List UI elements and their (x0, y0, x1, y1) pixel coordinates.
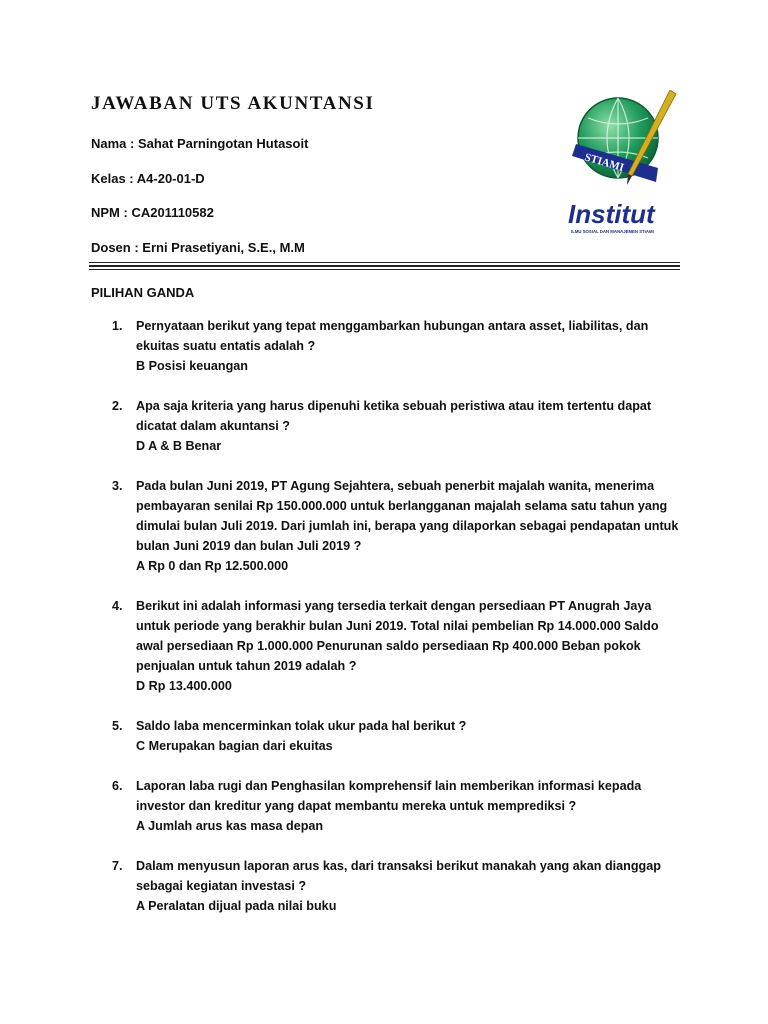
question-text: Saldo laba mencerminkan tolak ukur pada hal berikut ? (136, 719, 467, 733)
header-rule-top (89, 262, 680, 263)
student-class: Kelas : A4-20-01-D (91, 171, 205, 186)
logo-band-text: STIAMI (583, 151, 626, 175)
question-text: Laporan laba rugi dan Penghasilan komprehensif lain memberikan informasi kepada investor dan kreditur yang dapat membantu mereka untuk memprediksi ? (136, 779, 642, 813)
question-number: 2. (112, 399, 123, 413)
question-number: 4. (112, 599, 123, 613)
logo-wordmark: Institut (568, 199, 655, 229)
header-rule-bottom (89, 269, 680, 270)
question-number: 7. (112, 859, 123, 873)
document-title: JAWABAN UTS AKUNTANSI (91, 93, 375, 114)
question-answer: C Merupakan bagian dari ekuitas (136, 739, 333, 753)
question-item (112, 396, 682, 456)
question-answer: B Posisi keuangan (136, 359, 248, 373)
question-item (112, 856, 682, 916)
question-list (112, 316, 682, 936)
header-rule-middle (89, 265, 680, 267)
student-npm: NPM : CA201110582 (91, 205, 214, 220)
question-number: 1. (112, 319, 123, 333)
question-number: 6. (112, 779, 123, 793)
lecturer-name: Dosen : Erni Prasetiyani, S.E., M.M (91, 240, 305, 255)
question-text: Apa saja kriteria yang harus dipenuhi ketika sebuah peristiwa atau item tertentu dapat dicatat dalam akuntansi ? (136, 399, 652, 433)
question-text: Dalam menyusun laporan arus kas, dari transaksi berikut manakah yang akan dianggap sebagai kegiatan investasi ? (136, 859, 661, 893)
question-answer: A Peralatan dijual pada nilai buku (136, 899, 337, 913)
institut-logo (566, 90, 684, 240)
question-item (112, 716, 682, 756)
student-name: Nama : Sahat Parningotan Hutasoit (91, 136, 309, 151)
question-answer: A Rp 0 dan Rp 12.500.000 (136, 559, 289, 573)
question-answer: D Rp 13.400.000 (136, 679, 232, 693)
question-item (112, 596, 682, 696)
logo-tagline: ILMU SOSIAL DAN MANAJEMEN STIAMI (571, 229, 654, 234)
question-item (112, 776, 682, 836)
question-answer: D A & B Benar (136, 439, 222, 453)
question-text: Pernyataan berikut yang tepat menggambarkan hubungan antara asset, liabilitas, dan ekuitas suatu entatis adalah ? (136, 319, 649, 353)
question-number: 5. (112, 719, 123, 733)
question-number: 3. (112, 479, 123, 493)
question-answer: A Jumlah arus kas masa depan (136, 819, 324, 833)
section-title: PILIHAN GANDA (91, 285, 195, 300)
question-text: Berikut ini adalah informasi yang tersedia terkait dengan persediaan PT Anugrah Jaya untuk periode yang berakhir bulan Juni 2019. Total nilai pembelian Rp 14.000.000 Saldo awal persediaan Rp 1.000.000 Penurunan saldo persediaan Rp 400.000 Beban pokok penjualan untuk tahun 2019 adalah ? (136, 599, 659, 673)
question-item (112, 316, 682, 376)
question-item (112, 476, 682, 576)
question-text: Pada bulan Juni 2019, PT Agung Sejahtera, sebuah penerbit majalah wanita, menerima pembayaran senilai Rp 150.000.000 untuk berlangganan majalah selama satu tahun yang dimulai bulan Juli 2019. Dari jumlah ini, berapa yang dilaporkan sebagai pendapatan untuk bulan Juni 2019 dan bulan Juli 2019 ? (136, 479, 679, 553)
